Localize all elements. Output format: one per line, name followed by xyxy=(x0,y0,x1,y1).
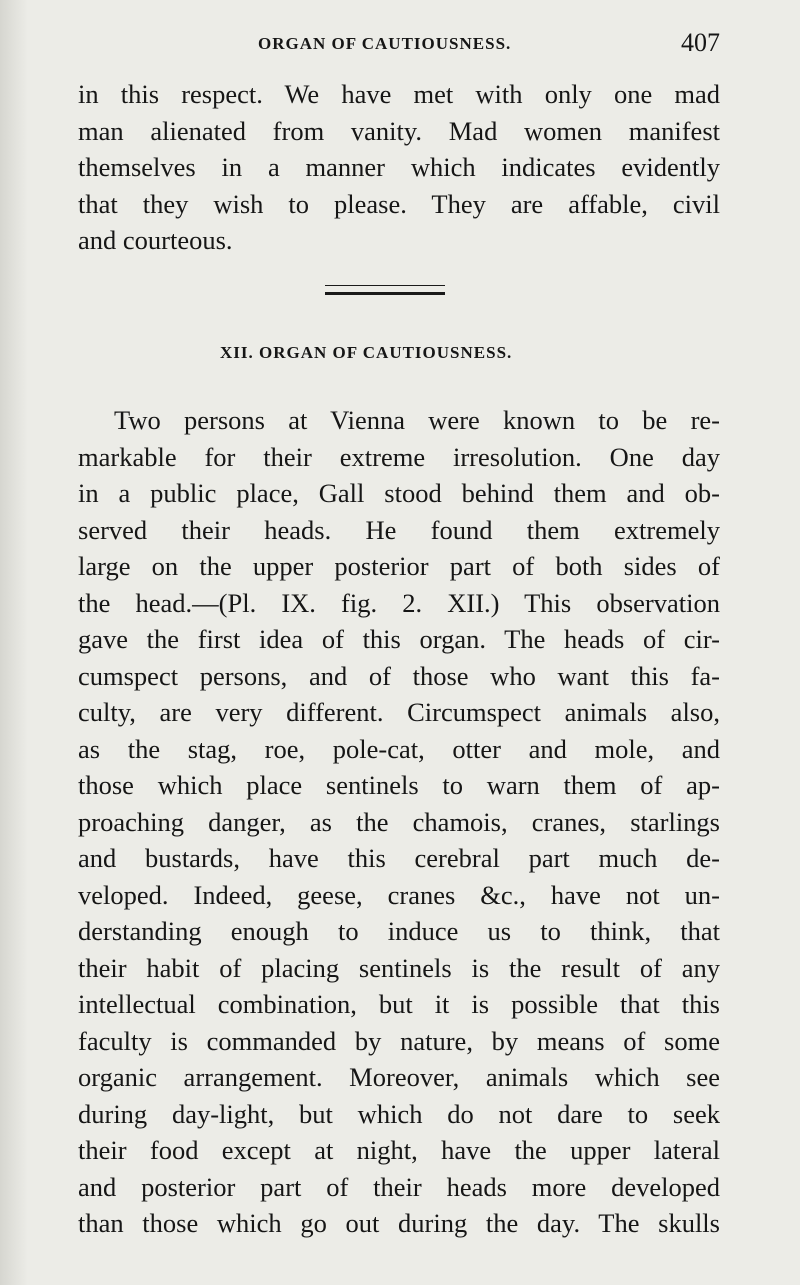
text-line: cumspect persons, and of those who want this fa- xyxy=(78,660,720,691)
text-line: and bustards, have this cerebral part much de- xyxy=(78,843,720,873)
text-line: markable for their extreme irresolution. One day xyxy=(78,441,720,472)
text-line: than those which go out during the day. The skulls xyxy=(78,1208,720,1238)
running-head xyxy=(78,24,720,64)
page-gutter-shadow xyxy=(0,0,28,1285)
text-line: Two persons at Vienna were known to be re- xyxy=(114,405,720,435)
text-line: served their heads. He found them extremely xyxy=(78,514,720,545)
text-line: and courteous. xyxy=(78,225,233,255)
text-line: themselves in a manner which indicates evidently xyxy=(78,152,720,182)
section-divider-rule xyxy=(325,285,445,295)
text-line: during day-light, but which do not dare to seek xyxy=(78,1098,720,1129)
section-body xyxy=(78,402,720,1242)
text-line: derstanding enough to induce us to think, that xyxy=(78,916,720,946)
text-line: faculty is commanded by nature, by means of some xyxy=(78,1025,720,1056)
text-line: and posterior part of their heads more developed xyxy=(78,1171,720,1202)
text-line: organic arrangement. Moreover, animals which see xyxy=(78,1062,720,1092)
section-heading: XII. ORGAN OF CAUTIOUSNESS. xyxy=(220,343,513,362)
text-line: as the stag, roe, pole-cat, otter and mole, and xyxy=(78,733,720,764)
text-line: intellectual combination, but it is possible that this xyxy=(78,989,720,1019)
text-line: that they wish to please. They are affable, civil xyxy=(78,188,720,219)
text-line: those which place sentinels to warn them of ap- xyxy=(78,770,720,800)
text-line: their food except at night, have the upper lateral xyxy=(78,1135,720,1165)
text-line: in this respect. We have met with only one mad xyxy=(78,79,720,109)
text-line: culty, are very different. Circumspect animals also, xyxy=(78,697,720,727)
page-number: 407 xyxy=(681,28,720,57)
text-line: veloped. Indeed, geese, cranes &c., have not un- xyxy=(78,879,720,910)
text-line: their habit of placing sentinels is the result of any xyxy=(78,952,720,983)
text-line: gave the first idea of this organ. The heads of cir- xyxy=(78,624,720,654)
text-line: man alienated from vanity. Mad women manifest xyxy=(78,115,720,146)
text-line: large on the upper posterior part of both sides of xyxy=(78,551,720,581)
text-line: the head.—(Pl. IX. fig. 2. XII.) This observation xyxy=(78,587,720,618)
top-paragraph xyxy=(78,76,720,259)
running-title: ORGAN OF CAUTIOUSNESS. xyxy=(258,34,512,53)
text-line: proaching danger, as the chamois, cranes, starlings xyxy=(78,806,720,837)
text-line: in a public place, Gall stood behind them and ob- xyxy=(78,478,720,508)
